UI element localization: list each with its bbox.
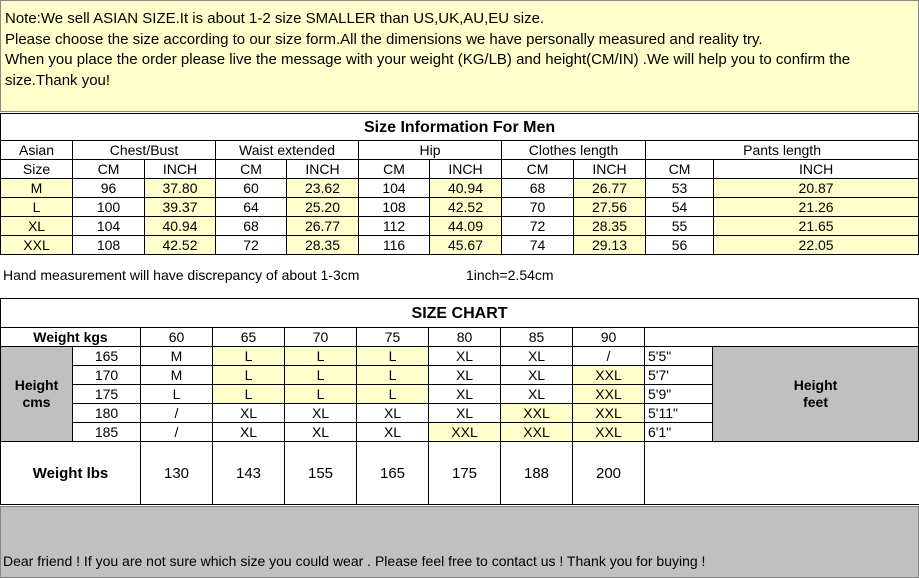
cell: 28.35 [287, 236, 359, 255]
size-cell: L [213, 347, 285, 366]
unit-inch: INCH [714, 160, 919, 179]
cell: 108 [73, 236, 145, 255]
clothes-length-header: Clothes length [502, 141, 646, 160]
cell: 42.52 [145, 236, 216, 255]
height-cm: 170 [73, 366, 141, 385]
cell: 68 [502, 179, 574, 198]
weight-lb: 188 [501, 442, 573, 505]
size-header: Size [1, 160, 73, 179]
cell: 37.80 [145, 179, 216, 198]
cell: 21.65 [714, 217, 919, 236]
weight-kg: 90 [573, 328, 645, 347]
weight-lb: 175 [429, 442, 501, 505]
size-cell: XXL [573, 366, 645, 385]
weight-kg: 75 [357, 328, 429, 347]
note-line-4: size.Thank you! [5, 71, 111, 89]
height-cm: 175 [73, 385, 141, 404]
waist-header: Waist extended [216, 141, 359, 160]
size-info-title: Size Information For Men [1, 114, 919, 141]
size-cell: L [213, 366, 285, 385]
cell: 27.56 [574, 198, 646, 217]
inch-conversion-note: 1inch=2.54cm [466, 267, 554, 283]
height-cm: 165 [73, 347, 141, 366]
size-cell: XXL [501, 423, 573, 442]
size-cell: XXL [429, 423, 501, 442]
cell: 116 [359, 236, 430, 255]
unit-inch: INCH [287, 160, 359, 179]
size-cell: / [141, 404, 213, 423]
table-row [1, 198, 919, 217]
cell: 29.13 [574, 236, 646, 255]
cell: 56 [646, 236, 714, 255]
cell: 104 [73, 217, 145, 236]
height-cms-label: Height cms [1, 347, 73, 442]
weight-kg: 70 [285, 328, 357, 347]
asian-header: Asian [1, 141, 73, 160]
cell: 40.94 [430, 179, 502, 198]
size-cell: XL [429, 385, 501, 404]
size-cell: XL [213, 404, 285, 423]
table-row [1, 217, 919, 236]
height-feet: 5'5" [645, 347, 713, 366]
size-chart-title: SIZE CHART [1, 299, 919, 328]
note-line-2: Please choose the size according to our size form.All the dimensions we have personally measured and reality try. [5, 30, 763, 48]
cell: 22.05 [714, 236, 919, 255]
size-cell: L [357, 347, 429, 366]
unit-inch: INCH [430, 160, 502, 179]
note-line-1: Note:We sell ASIAN SIZE.It is about 1-2 size SMALLER than US,UK,AU,EU size. [5, 10, 545, 27]
weight-lb: 165 [357, 442, 429, 505]
cell: 104 [359, 179, 430, 198]
note-line-3: When you place the order please live the message with your weight (KG/LB) and height(CM/IN) .We will help you to confirm the [5, 51, 851, 68]
weight-lb: 155 [285, 442, 357, 505]
size-cell: L [357, 366, 429, 385]
cell: 26.77 [287, 217, 359, 236]
weight-lb: 130 [141, 442, 213, 505]
size-cell: XL [501, 347, 573, 366]
table-row [1, 179, 919, 198]
height-feet: 5'7' [645, 366, 713, 385]
cell: 23.62 [287, 179, 359, 198]
unit-cm: CM [646, 160, 714, 179]
height-cm: 180 [73, 404, 141, 423]
height-feet-label: Height feet [713, 347, 919, 442]
unit-cm: CM [73, 160, 145, 179]
height-cm: 185 [73, 423, 141, 442]
cell: 53 [646, 179, 714, 198]
size-cell: L [141, 385, 213, 404]
size-label: XXL [1, 236, 73, 255]
size-cell: XXL [501, 404, 573, 423]
chest-header: Chest/Bust [73, 141, 216, 160]
size-cell: XL [285, 404, 357, 423]
size-cell: XL [429, 347, 501, 366]
size-cell: XL [285, 423, 357, 442]
hand-measurement-note: Hand measurement will have discrepancy of about 1-3cm [3, 267, 360, 283]
size-cell: XL [501, 366, 573, 385]
cell: 100 [73, 198, 145, 217]
size-cell: L [285, 366, 357, 385]
size-cell: M [141, 366, 213, 385]
size-cell: XL [429, 404, 501, 423]
height-feet: 6'1" [645, 423, 713, 442]
table-row [1, 236, 919, 255]
size-cell: XL [357, 423, 429, 442]
size-cell: XXL [573, 423, 645, 442]
cell: 64 [216, 198, 287, 217]
table-row [1, 347, 919, 366]
size-information-table [0, 113, 919, 255]
size-cell: XXL [573, 404, 645, 423]
cell: 20.87 [714, 179, 919, 198]
size-cell: XL [429, 366, 501, 385]
size-cell: L [285, 385, 357, 404]
size-cell: L [285, 347, 357, 366]
cell: 74 [502, 236, 574, 255]
cell: 45.67 [430, 236, 502, 255]
cell: 72 [502, 217, 574, 236]
unit-cm: CM [359, 160, 430, 179]
weight-lbs-row [1, 442, 919, 505]
weight-lbs-label: Weight lbs [1, 442, 141, 505]
size-label: M [1, 179, 73, 198]
cell: 96 [73, 179, 145, 198]
cell: 54 [646, 198, 714, 217]
height-feet: 5'11" [645, 404, 713, 423]
cell: 70 [502, 198, 574, 217]
cell: 21.26 [714, 198, 919, 217]
weight-lb: 143 [213, 442, 285, 505]
cell: 55 [646, 217, 714, 236]
size-chart-table [0, 298, 919, 505]
size-cell: M [141, 347, 213, 366]
pants-length-header: Pants length [646, 141, 919, 160]
size-cell: XL [213, 423, 285, 442]
weight-kg: 65 [213, 328, 285, 347]
cell: 28.35 [574, 217, 646, 236]
unit-inch: INCH [145, 160, 216, 179]
cell: 25.20 [287, 198, 359, 217]
cell: 42.52 [430, 198, 502, 217]
unit-inch: INCH [574, 160, 646, 179]
cell: 68 [216, 217, 287, 236]
size-cell: XL [501, 385, 573, 404]
size-note [0, 0, 919, 112]
size-cell: L [357, 385, 429, 404]
size-cell: / [141, 423, 213, 442]
unit-cm: CM [502, 160, 574, 179]
hip-header: Hip [359, 141, 502, 160]
weight-kg: 85 [501, 328, 573, 347]
cell: 40.94 [145, 217, 216, 236]
weight-kg: 60 [141, 328, 213, 347]
size-cell: / [573, 347, 645, 366]
cell: 26.77 [574, 179, 646, 198]
cell: 108 [359, 198, 430, 217]
cell: 60 [216, 179, 287, 198]
cell: 112 [359, 217, 430, 236]
size-cell: XL [357, 404, 429, 423]
unit-cm: CM [216, 160, 287, 179]
size-label: L [1, 198, 73, 217]
cell: 44.09 [430, 217, 502, 236]
weight-kg: 80 [429, 328, 501, 347]
weight-lb: 200 [573, 442, 645, 505]
footer-message: Dear friend ! If you are not sure which size you could wear . Please feel free to contact us ! Thank you for buying ! [3, 553, 706, 569]
cell: 72 [216, 236, 287, 255]
size-label: XL [1, 217, 73, 236]
height-feet: 5'9" [645, 385, 713, 404]
size-cell: L [213, 385, 285, 404]
cell: 39.37 [145, 198, 216, 217]
size-cell: XXL [573, 385, 645, 404]
weight-kgs-label: Weight kgs [1, 328, 141, 347]
